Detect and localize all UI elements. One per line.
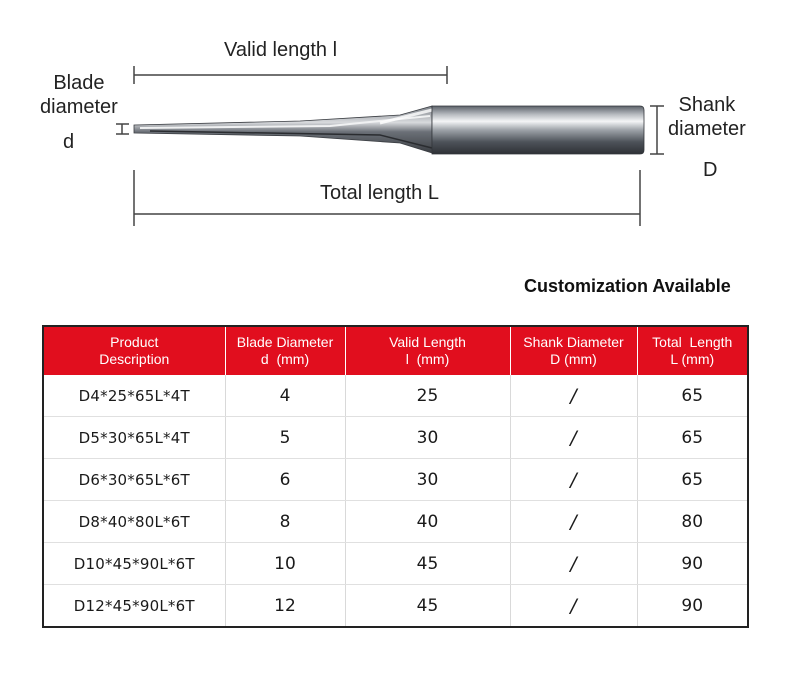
shank-diameter-dimension [650, 106, 664, 154]
cell-valid-length: 45 [345, 543, 510, 585]
cell-blade-diameter: 4 [225, 375, 345, 417]
cell-description: D4*25*65L*4T [43, 375, 225, 417]
cell-valid-length: 45 [345, 585, 510, 628]
cell-shank-diameter: / [510, 543, 637, 585]
header-total-length: Total Length L (mm) [637, 326, 748, 375]
cell-total-length: 65 [637, 417, 748, 459]
customization-heading: Customization Available [524, 276, 731, 296]
cell-total-length: 90 [637, 543, 748, 585]
table-row [43, 543, 748, 585]
table-row [43, 417, 748, 459]
cell-blade-diameter: 12 [225, 585, 345, 628]
header-valid-length: Valid Length l (mm) [345, 326, 510, 375]
cell-shank-diameter: / [510, 375, 637, 417]
cell-shank-diameter: / [510, 459, 637, 501]
valid-length-dimension [134, 66, 447, 84]
cell-description: D6*30*65L*6T [43, 459, 225, 501]
cell-description: D10*45*90L*6T [43, 543, 225, 585]
table-row [43, 459, 748, 501]
cell-total-length: 65 [637, 459, 748, 501]
spec-table [42, 325, 749, 628]
cell-valid-length: 30 [345, 459, 510, 501]
blade-diameter-label: Blade diameter [40, 72, 118, 118]
cell-description: D12*45*90L*6T [43, 585, 225, 628]
cell-blade-diameter: 6 [225, 459, 345, 501]
shank-diameter-label: Shank diameter [668, 94, 746, 140]
cell-valid-length: 30 [345, 417, 510, 459]
cell-valid-length: 40 [345, 501, 510, 543]
cell-shank-diameter: / [510, 585, 637, 628]
cell-blade-diameter: 8 [225, 501, 345, 543]
cell-shank-diameter: / [510, 417, 637, 459]
table-header-row [43, 326, 748, 375]
tool-diagram [0, 0, 790, 250]
blade-diameter-dimension [116, 124, 129, 134]
cell-description: D5*30*65L*4T [43, 417, 225, 459]
shank [432, 106, 644, 154]
cell-shank-diameter: / [510, 501, 637, 543]
shank-diameter-symbol: D [703, 159, 718, 181]
cell-total-length: 65 [637, 375, 748, 417]
blade-diameter-symbol: d [63, 131, 75, 153]
cell-blade-diameter: 5 [225, 417, 345, 459]
table-row [43, 501, 748, 543]
cell-total-length: 80 [637, 501, 748, 543]
blade-taper [134, 106, 432, 153]
header-product-description: Product Description [43, 326, 225, 375]
cell-total-length: 90 [637, 585, 748, 628]
table-row [43, 375, 748, 417]
cell-valid-length: 25 [345, 375, 510, 417]
header-blade-diameter: Blade Diameter d (mm) [225, 326, 345, 375]
table-row [43, 585, 748, 628]
total-length-label: Total length L [320, 182, 439, 204]
cell-description: D8*40*80L*6T [43, 501, 225, 543]
cell-blade-diameter: 10 [225, 543, 345, 585]
valid-length-label: Valid length l [224, 39, 338, 61]
header-shank-diameter: Shank Diameter D (mm) [510, 326, 637, 375]
